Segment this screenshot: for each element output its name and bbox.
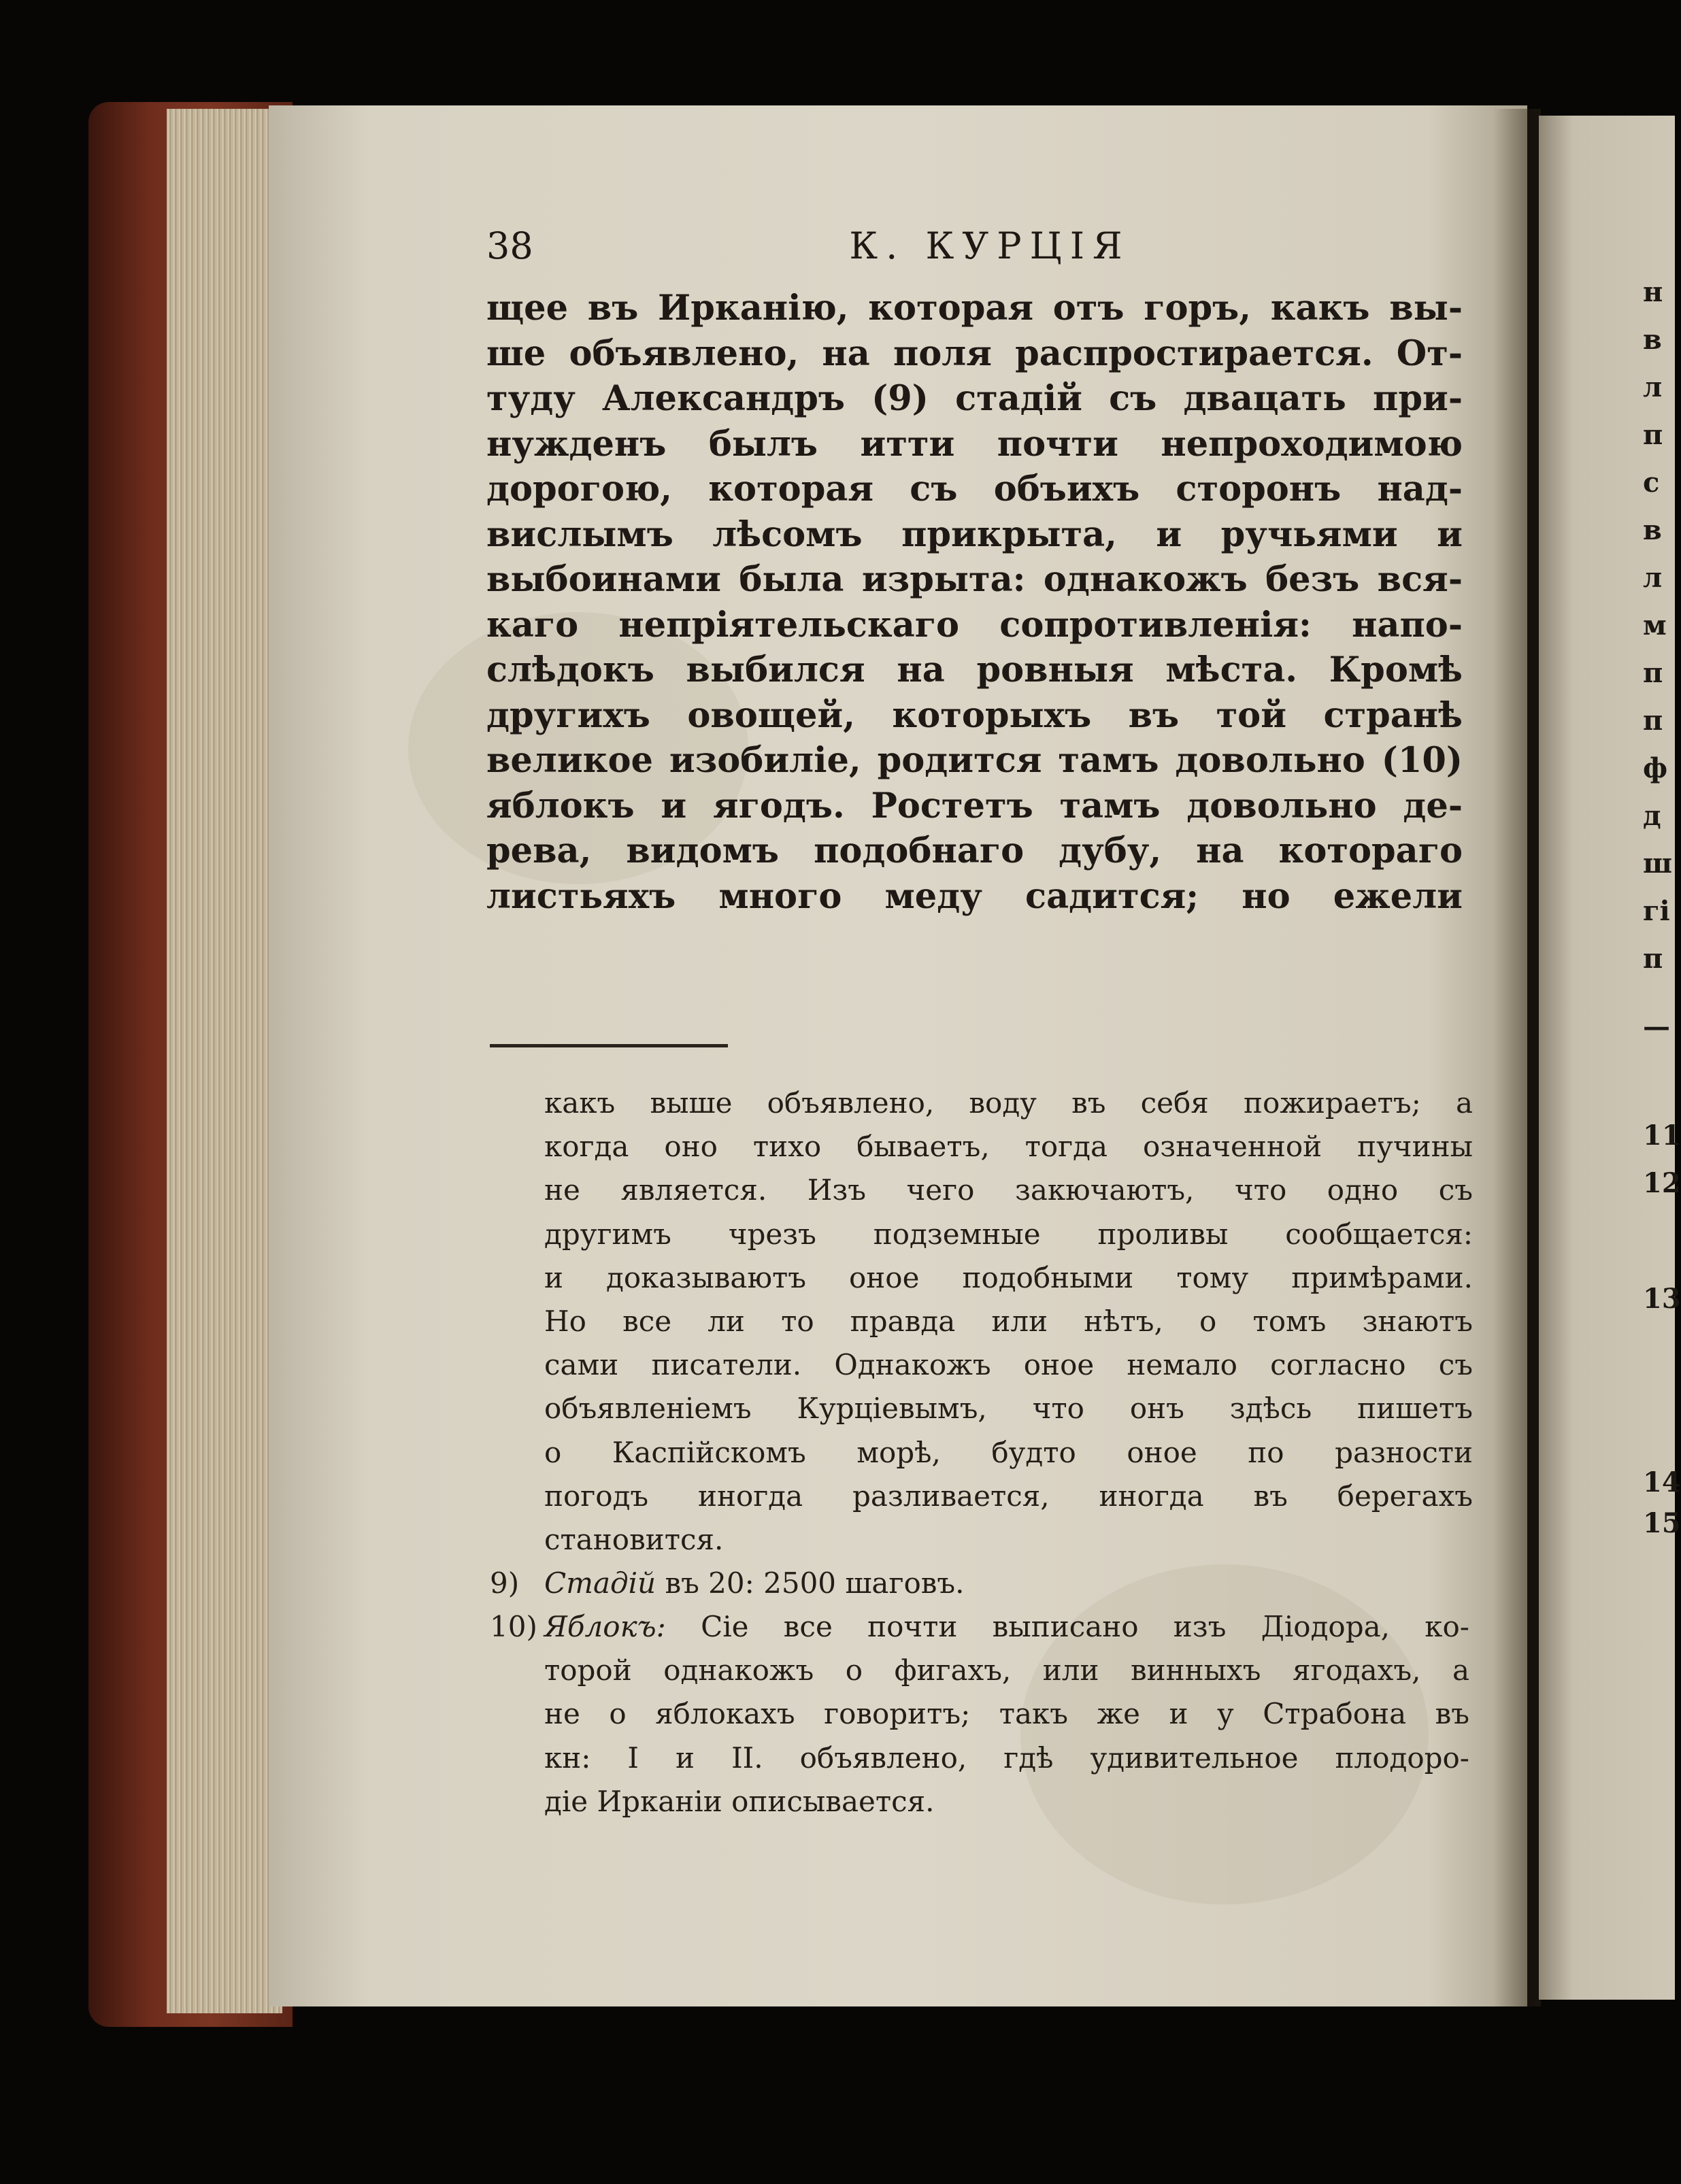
text-line: другихъ овощей, которыхъ въ той странѣ (486, 694, 1463, 736)
note-continuation (544, 1081, 1473, 1562)
facing-letter: п (1643, 657, 1663, 689)
footnote-rule (490, 1044, 728, 1047)
note-line: Но все ли то правда или нѣтъ, о томъ знаютъ (544, 1305, 1473, 1339)
facing-letter: п (1643, 419, 1663, 451)
footnote-label: Стадій (544, 1566, 656, 1600)
facing-letter: ф (1643, 752, 1668, 784)
footnote-number: 9) (490, 1566, 520, 1600)
footnote-label: Яблокъ: (544, 1610, 666, 1643)
running-head (486, 224, 1493, 272)
facing-letter: 14 (1643, 1466, 1681, 1498)
text-line: выбоинами была изрыта: однакожъ безъ вся- (486, 559, 1463, 600)
note-line: когда оно тихо бываетъ, тогда означенной пучины (544, 1130, 1473, 1164)
footnote-text: въ 20: 2500 шаговъ. (665, 1566, 965, 1600)
text-line: слѣдокъ выбился на ровныя мѣста. Кромѣ (486, 650, 1463, 690)
note-line: становится. (544, 1523, 724, 1557)
page-stack-edges (167, 109, 282, 2013)
note-line: сами писатели. Однакожъ оное немало согласно съ (544, 1348, 1473, 1382)
page-number: 38 (486, 224, 533, 267)
facing-letter: гі (1643, 895, 1670, 927)
note-line: объявленіемъ Курціевымъ, что онъ здѣсь пишетъ (544, 1392, 1473, 1426)
text-line: ше объявлено, на поля распростирается. От- (486, 333, 1463, 374)
note-line: какъ выше объявлено, воду въ себя пожираетъ; а (544, 1086, 1473, 1120)
facing-letter: н (1643, 276, 1663, 308)
footnote-number: 10) (490, 1610, 537, 1643)
facing-letter: м (1643, 609, 1667, 641)
facing-letter: с (1643, 467, 1660, 499)
text-line: туду Александръ (9) стадій съ двацать при- (486, 378, 1463, 419)
facing-letter: д (1643, 800, 1661, 832)
gutter-shadow (1493, 109, 1541, 2006)
footnote-line (544, 1562, 1469, 1605)
facing-letter: ш (1643, 847, 1672, 879)
footnote-text: Сіе все почти выписано изъ Діодора, ко- (701, 1610, 1469, 1643)
text-line: нужденъ былъ итти почти непроходимою (486, 423, 1463, 465)
facing-letter: п (1643, 943, 1663, 975)
facing-letter: 12 (1643, 1167, 1681, 1199)
note-line: другимъ чрезъ подземные проливы сообщается: (544, 1217, 1473, 1251)
text-line: яблокъ и ягодъ. Ростетъ тамъ довольно де- (486, 785, 1463, 826)
text-line: листьяхъ много меду садится; но ежели (486, 875, 1463, 917)
main-text (486, 286, 1463, 919)
facing-letter: 15 (1643, 1507, 1681, 1539)
note-line: погодъ иногда разливается, иногда въ берегахъ (544, 1479, 1473, 1513)
footnote-10 (490, 1605, 1469, 1824)
facing-letter: 13 (1643, 1283, 1681, 1315)
text-line: каго непріятельскаго сопротивленія: напо- (486, 604, 1463, 645)
text-line: вислымъ лѣсомъ прикрыта, и ручьями и (486, 514, 1463, 555)
footnote-line (544, 1605, 1469, 1649)
text-line: рева, видомъ подобнаго дубу, на котораго (486, 830, 1463, 871)
facing-letter: в (1643, 324, 1662, 356)
facing-letter: в (1643, 514, 1662, 546)
note-line: не является. Изъ чего закючаютъ, что одно съ (544, 1173, 1473, 1207)
text-line: дорогою, которая съ объихъ сторонъ над- (486, 469, 1463, 509)
text-line: великое изобиліе, родится тамъ довольно (10) (486, 740, 1463, 781)
footnote-line: не о яблокахъ говоритъ; такъ же и у Страбона въ (544, 1697, 1469, 1731)
facing-letter: п (1643, 705, 1663, 737)
facing-letter: л (1643, 562, 1663, 594)
page-title: К. КУРЦІЯ (849, 224, 1131, 267)
note-line: и доказываютъ оное подобными тому примѣрами. (544, 1260, 1473, 1294)
text-line: щее въ Ирканію, которая отъ горъ, какъ вы- (486, 288, 1463, 329)
footnote-line: торой однакожъ о фигахъ, или винныхъ ягодахъ, а (544, 1653, 1469, 1687)
note-line: о Каспійскомъ морѣ, будто оное по разности (544, 1435, 1473, 1469)
footnote-line: діе Ирканіи описывается. (544, 1784, 935, 1818)
footnote-line: кн: I и II. объявлено, гдѣ удивительное плодоро- (544, 1741, 1469, 1775)
facing-letter: — (1643, 1011, 1670, 1043)
facing-letter: л (1643, 371, 1663, 403)
footnote-9 (490, 1562, 1469, 1605)
facing-letter: 11 (1643, 1120, 1681, 1152)
